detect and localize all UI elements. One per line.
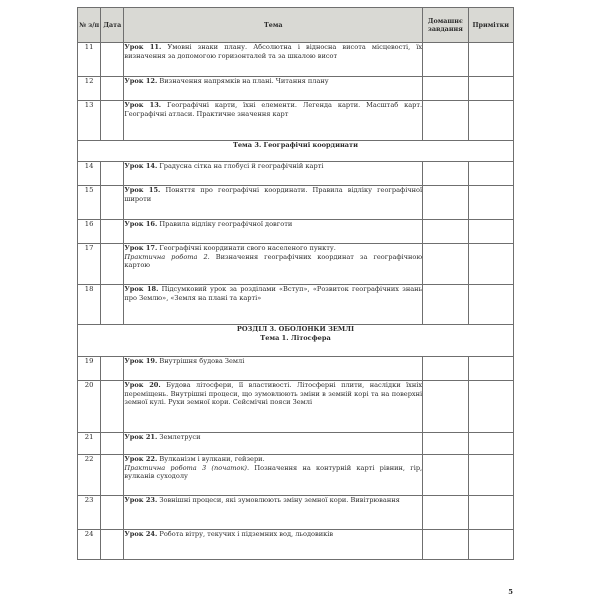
lesson-text: Землетруси [157,433,201,441]
topic-cell [124,244,423,285]
date-cell[interactable] [101,530,124,560]
row-number: 15 [78,186,101,220]
notes-cell[interactable] [468,496,513,530]
homework-cell[interactable] [423,162,468,186]
header-homework: Домашнє завдання [423,8,468,43]
lesson-text: Підсумковий урок за розділами «Вступ», «Розвиток географічних знань про Землю», «Земля на плані та карті» [124,285,423,302]
lesson-plan-table [77,7,514,560]
table-row [78,101,514,141]
topic-cell [124,285,423,325]
row-number: 18 [78,285,101,325]
homework-cell[interactable] [423,220,468,244]
row-number: 22 [78,455,101,496]
lesson-text: Внутрішня будова Землі [157,357,245,365]
lesson-text: Умовні знаки плану. Абсолютна і відносна висота місцевості, їх визначення за допомогою горизонталей та за шкалою висот [124,43,423,60]
date-cell[interactable] [101,186,124,220]
section-title [78,325,514,357]
date-cell[interactable] [101,101,124,141]
header-notes: Примітки [468,8,513,43]
lesson-label: Урок 14. [124,162,158,170]
table-row [78,357,514,381]
section-row [78,141,514,162]
lesson-label: Урок 18. [124,285,159,293]
homework-cell[interactable] [423,101,468,141]
lesson-label: Урок 20. [124,381,161,389]
date-cell[interactable] [101,220,124,244]
notes-cell[interactable] [468,220,513,244]
lesson-label: Урок 11. [124,43,162,51]
table-row [78,43,514,77]
notes-cell[interactable] [468,357,513,381]
lesson-text: Вулканізм і вулкани, гейзери. [157,455,265,463]
homework-cell[interactable] [423,530,468,560]
topic-cell [124,101,423,141]
row-number: 20 [78,381,101,433]
notes-cell[interactable] [468,43,513,77]
lesson-text: Робота вітру, текучих і підземних вод, льодовиків [157,530,334,538]
date-cell[interactable] [101,244,124,285]
topic-cell [124,496,423,530]
homework-cell[interactable] [423,285,468,325]
topic-cell [124,43,423,77]
table-row [78,220,514,244]
notes-cell[interactable] [468,101,513,141]
table-row [78,496,514,530]
homework-cell[interactable] [423,381,468,433]
lesson-label: Урок 13. [124,101,162,109]
lesson-label: Урок 17. [124,244,158,252]
table-row [78,530,514,560]
topic-cell [124,357,423,381]
practical-work-label: Практична робота 3 (початок). [124,463,250,472]
lesson-label: Урок 24. [124,530,158,538]
lesson-text: Градусна сітка на глобусі й географічній карті [157,162,324,170]
lesson-text: Правила відліку географічної довготи [157,220,293,228]
lesson-label: Урок 16. [124,220,158,228]
lesson-text: Географічні координати свого населеного пункту. [157,244,336,252]
row-number: 12 [78,77,101,101]
row-number: 17 [78,244,101,285]
homework-cell[interactable] [423,433,468,455]
notes-cell[interactable] [468,455,513,496]
topic-cell [124,186,423,220]
notes-cell[interactable] [468,381,513,433]
section-title-line: Тема 3. Географічні координати [232,141,359,149]
row-number: 13 [78,101,101,141]
row-number: 16 [78,220,101,244]
homework-cell[interactable] [423,357,468,381]
row-number: 21 [78,433,101,455]
header-number: № з/п [78,8,101,43]
lesson-text: Географічні карти, їхні елементи. Легенда карти. Масштаб карт. Географічні атласи. Практичне значення карт [124,101,423,118]
row-number: 23 [78,496,101,530]
header-topic: Тема [124,8,423,43]
homework-cell[interactable] [423,43,468,77]
date-cell[interactable] [101,455,124,496]
table-row [78,244,514,285]
notes-cell[interactable] [468,162,513,186]
notes-cell[interactable] [468,530,513,560]
table-row [78,433,514,455]
topic-cell [124,162,423,186]
practical-work-label: Практична робота 2. [124,252,210,261]
homework-cell[interactable] [423,455,468,496]
practical-work-text: Визначення географічних координат за географічною картою [124,252,423,270]
date-cell[interactable] [101,357,124,381]
date-cell[interactable] [101,77,124,101]
lesson-label: Урок 19. [124,357,158,365]
notes-cell[interactable] [468,186,513,220]
notes-cell[interactable] [468,244,513,285]
lesson-text: Визначення напрямків на плані. Читання плану [157,77,329,85]
lesson-label: Урок 23. [124,496,158,504]
section-title [78,141,514,162]
table-header-row [78,8,514,43]
lesson-text: Зовнішні процеси, які зумовлюють зміну земної кори. Вивітрювання [157,496,400,504]
row-number: 14 [78,162,101,186]
section-row [78,325,514,357]
header-date: Дата [101,8,124,43]
row-number: 19 [78,357,101,381]
table-row [78,285,514,325]
table-row [78,381,514,433]
row-number: 11 [78,43,101,77]
date-cell[interactable] [101,43,124,77]
homework-cell[interactable] [423,186,468,220]
section-title-line: РОЗДІЛ 3. ОБОЛОНКИ ЗЕМЛІ [236,325,355,333]
lesson-text: Поняття про географічні координати. Правила відліку географічної широти [124,186,423,203]
lesson-label: Урок 15. [124,186,161,194]
page-number: 5 [508,588,513,596]
date-cell[interactable] [101,162,124,186]
row-number: 24 [78,530,101,560]
date-cell[interactable] [101,381,124,433]
date-cell[interactable] [101,285,124,325]
notes-cell[interactable] [468,285,513,325]
table-row [78,162,514,186]
table-body [78,43,514,560]
topic-cell [124,77,423,101]
section-title-line: Тема 1. Літосфера [260,333,331,342]
homework-cell[interactable] [423,496,468,530]
notes-cell[interactable] [468,433,513,455]
practical-work-text: Позначення на контурній карті рівнин, гір, вулканів суходолу [124,463,423,481]
lesson-text: Будова літосфери, її властивості. Літосферні плити, наслідки їхніх переміщень. Внутрішні процеси, що зумовлюють зміни в земній корі та на поверхні земної кулі. Рухи земної кори. Сейсмічні пояси Землі [124,381,423,407]
homework-cell[interactable] [423,244,468,285]
table-row [78,77,514,101]
lesson-label: Урок 21. [124,433,158,441]
date-cell[interactable] [101,496,124,530]
table-row [78,186,514,220]
topic-cell [124,220,423,244]
topic-cell [124,381,423,433]
lesson-label: Урок 22. [124,455,158,463]
topic-cell [124,530,423,560]
lesson-label: Урок 12. [124,77,158,85]
table-row [78,455,514,496]
topic-cell [124,433,423,455]
notes-cell[interactable] [468,77,513,101]
topic-cell [124,455,423,496]
homework-cell[interactable] [423,77,468,101]
date-cell[interactable] [101,433,124,455]
